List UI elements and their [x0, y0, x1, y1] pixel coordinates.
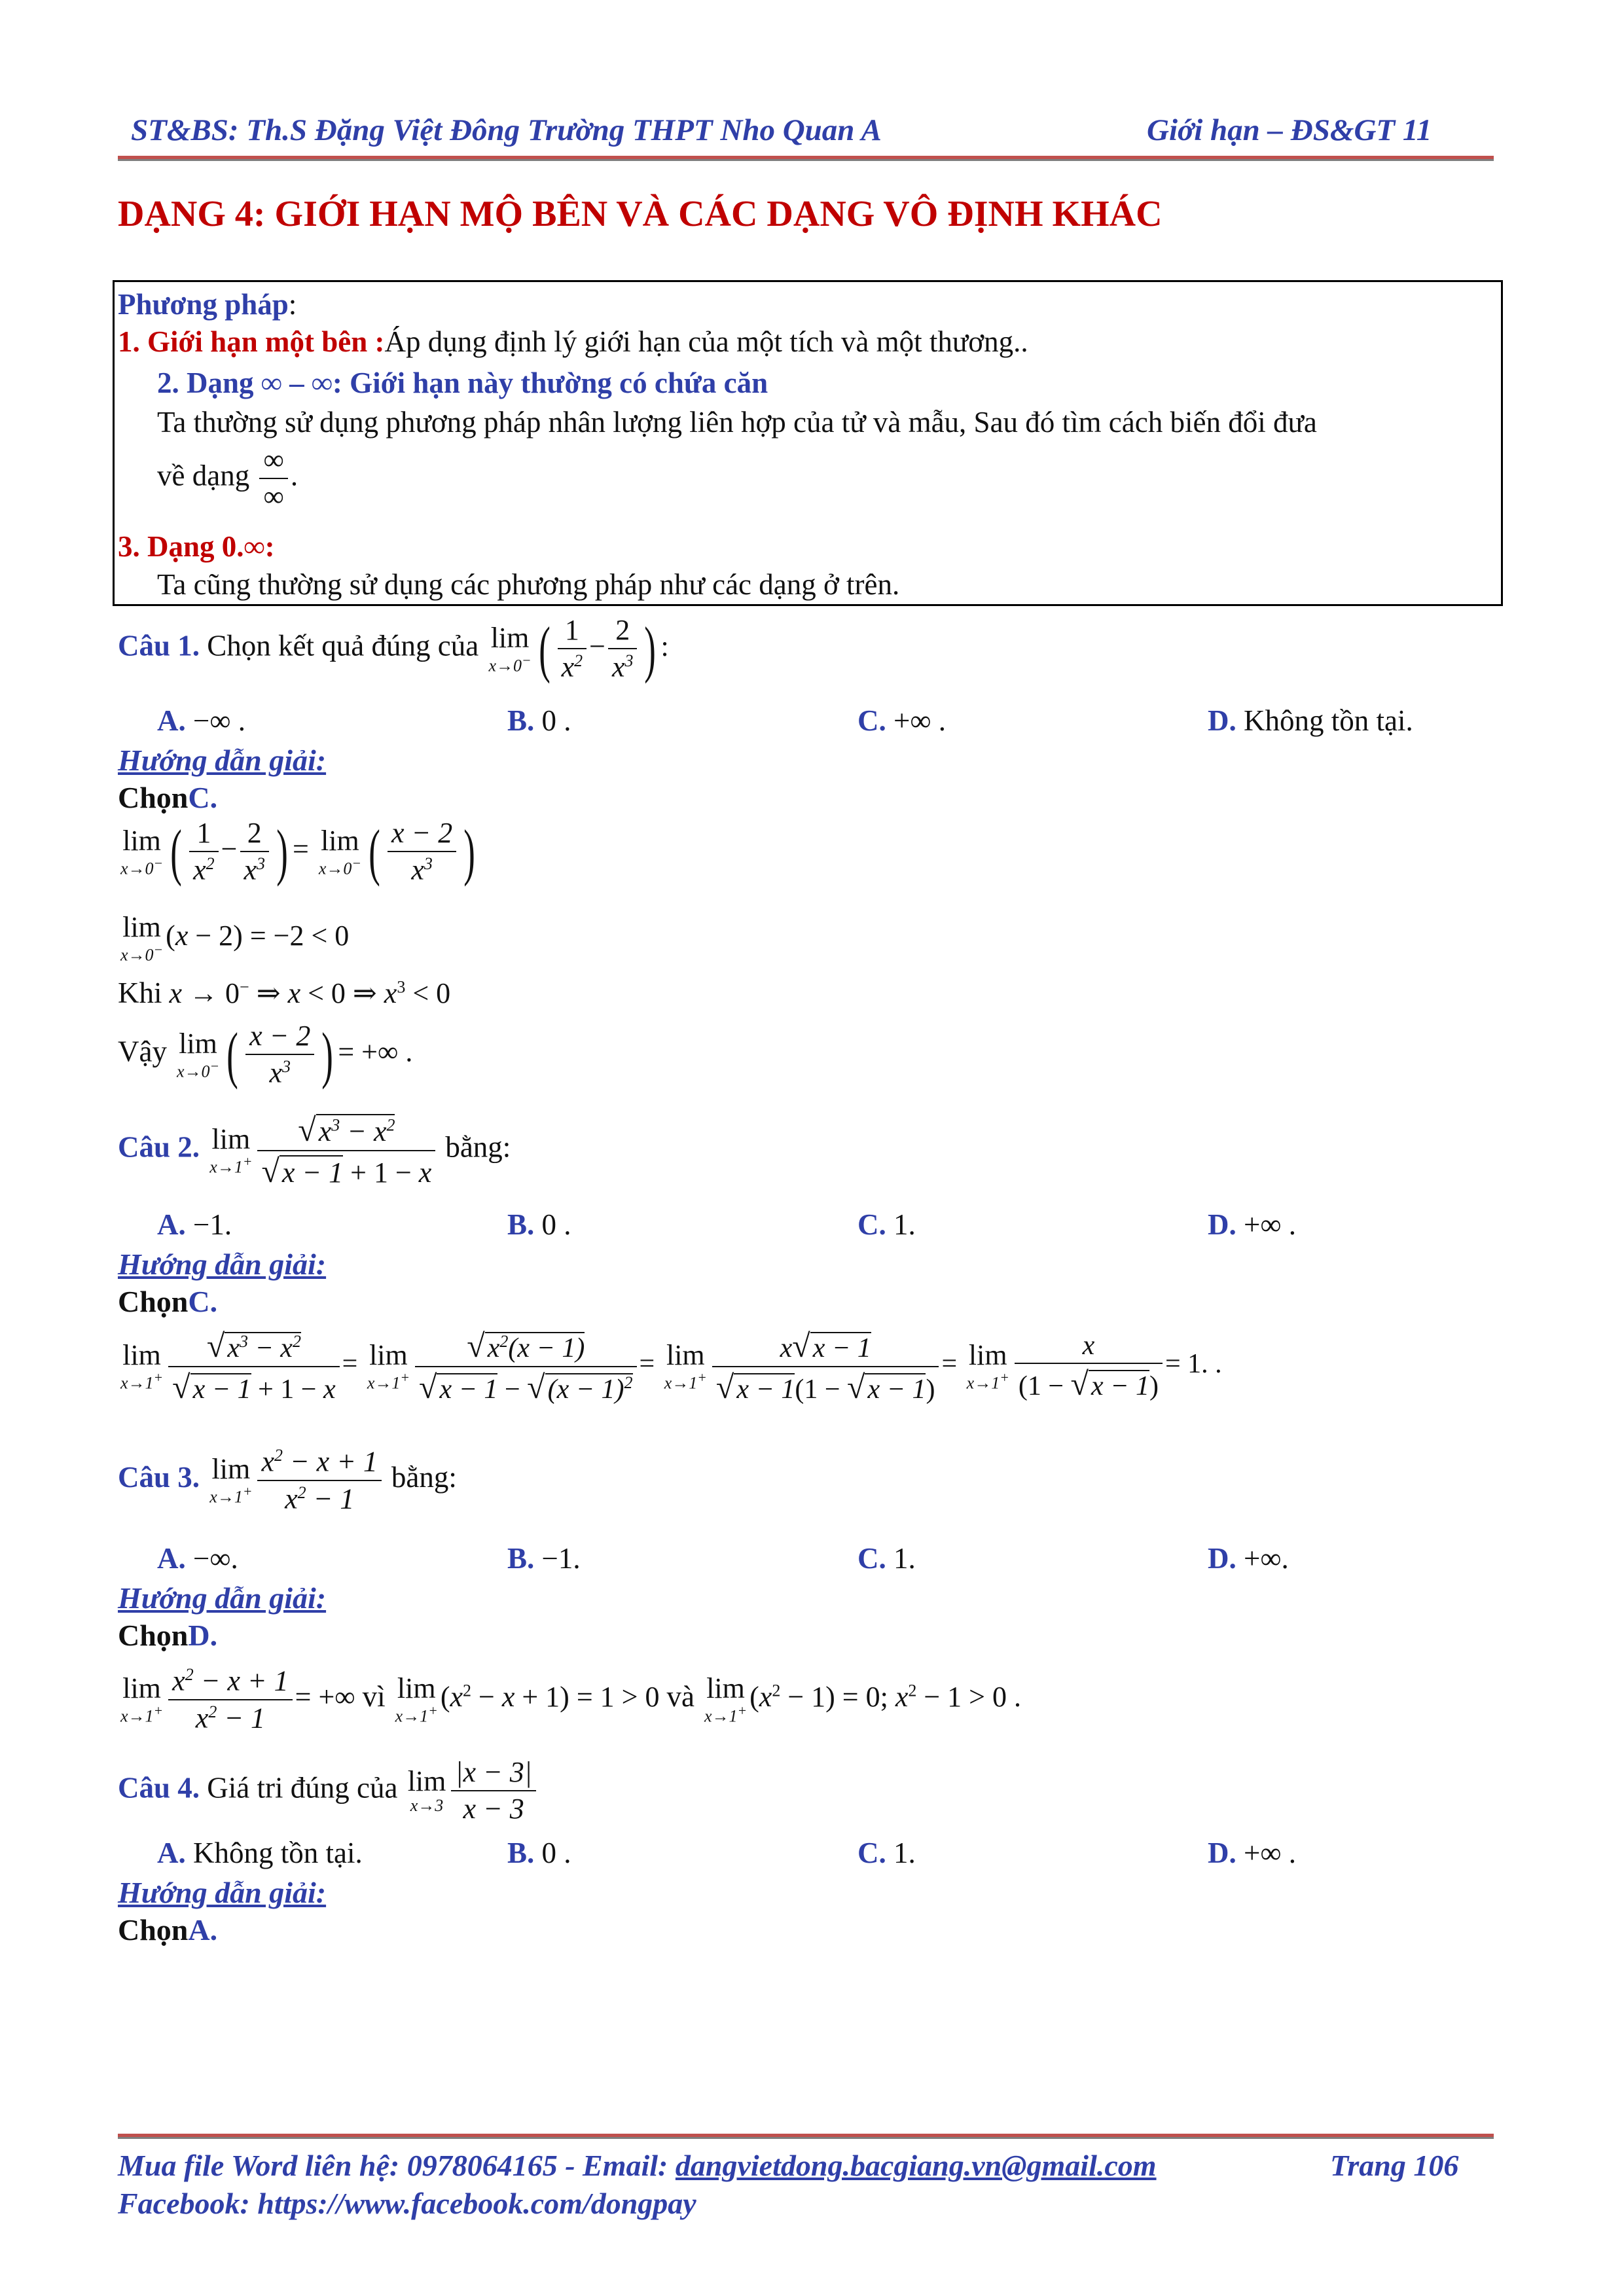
q4-option-a[interactable]: A. Không tồn tại.: [157, 1837, 363, 1869]
question-3: Câu 3. lim x→1+ $\frac{x^2 - x + 1}{x^2 - 1}$ bằng:: [118, 1445, 457, 1515]
header-rule: [118, 156, 1494, 161]
question-1: Câu 1. Chọn kết quả đúng của lim x→0− ( $\frac{1}{x^2}$ − $\frac{2}{x^3}$ ) :: [118, 613, 669, 684]
method-item-3-label: 3. Dạng 0.∞:: [118, 530, 275, 563]
q1-hint-label: Hướng dẫn giải:: [118, 744, 327, 777]
inf-over-inf: $\frac{\infty}{\infty}$: [259, 445, 287, 512]
q1-option-c[interactable]: C. +∞ .: [857, 704, 946, 737]
q2-option-d[interactable]: D. +∞ .: [1208, 1208, 1296, 1241]
q3-option-b[interactable]: B. −1.: [507, 1542, 581, 1575]
method-item-2-label: 2. Dạng ∞ – ∞: Giới hạn này thường có chứa căn: [157, 367, 768, 399]
q1-option-a[interactable]: A. −∞ .: [157, 704, 245, 737]
q3-hint-label: Hướng dẫn giải:: [118, 1581, 327, 1615]
method-item-2-form: về dạng $\frac{\infty}{\infty}$ .: [157, 444, 298, 513]
q2-solution: lim x→1+ $\frac{√x^3 - x^2}{√x - 1 + 1 - x}$ = lim x→1+ $\frac{√x^2(x - 1)}{√x - 1 - √(x - 1)^2}$ = lim x→1+ $\frac{x√x - 1}{√x - 1(1 - √x - 1)}$ = lim x→1+ $\frac{x}{(1 - √x - 1)}$ = 1. .: [120, 1327, 1222, 1405]
q1-answer: ChọnC.: [118, 781, 218, 814]
q2-option-a[interactable]: A. −1.: [157, 1208, 232, 1241]
method-item-2-text: Ta thường sử dụng phương pháp nhân lượng liên hợp của tử và mẫu, Sau đó tìm cách biến đổi đưa: [157, 406, 1317, 439]
q4-option-b[interactable]: B. 0 .: [507, 1837, 571, 1869]
section-title: DẠNG 4: GIỚI HẠN MỘ BÊN VÀ CÁC DẠNG VÔ ĐỊNH KHÁC: [118, 194, 1163, 234]
q1-solution-line-1: lim x→0− ( $\frac{1}{x^2}$ − $\frac{2}{x^3}$ ) = lim x→0− ( $\frac{x - 2}{x^3}$ ): [120, 816, 475, 887]
q2-option-b[interactable]: B. 0 .: [507, 1208, 571, 1241]
q4-hint-label: Hướng dẫn giải:: [118, 1876, 327, 1909]
q2-hint-label: Hướng dẫn giải:: [118, 1247, 327, 1281]
page-number: Trang 106: [1330, 2149, 1459, 2182]
q1-option-b[interactable]: B. 0 .: [507, 704, 571, 737]
q4-answer: ChọnA.: [118, 1913, 218, 1946]
q2-option-c[interactable]: C. 1.: [857, 1208, 916, 1241]
question-2: Câu 2. lim x→1+ $\frac{√x^3 - x^2}{√x - 1 + 1 - x}$ bằng:: [118, 1111, 511, 1189]
q3-option-c[interactable]: C. 1.: [857, 1542, 916, 1575]
method-heading: Phương pháp:: [118, 288, 297, 321]
q3-option-a[interactable]: A. −∞.: [157, 1542, 238, 1575]
header-left: ST&BS: Th.S Đặng Việt Đông Trường THPT Nho Quan A: [131, 113, 882, 147]
footer-email-link[interactable]: dangvietdong.bacgiang.vn@gmail.com: [675, 2149, 1157, 2182]
method-item-1: 1. Giới hạn một bên :Áp dụng định lý giới hạn của một tích và một thương..: [118, 325, 1028, 358]
q1-solution-line-3: Khi x → 0− ⇒ x < 0 ⇒ $x^3 < 0$: [118, 977, 451, 1009]
q4-option-d[interactable]: D. +∞ .: [1208, 1837, 1296, 1869]
q3-answer: ChọnD.: [118, 1619, 218, 1652]
q4-option-c[interactable]: C. 1.: [857, 1837, 916, 1869]
footer-facebook[interactable]: Facebook: https://www.facebook.com/dongpay: [118, 2187, 696, 2220]
header-right: Giới hạn – ĐS&GT 11: [1147, 113, 1432, 147]
footer-rule: [118, 2134, 1494, 2139]
footer-contact: Mua file Word liên hệ: 0978064165 - Email: dangvietdong.bacgiang.vn@gmail.com: [118, 2149, 1157, 2182]
q3-solution: lim x→1+ $\frac{x^2 - x + 1}{x^2 - 1}$ = +∞ vì lim x→1+ $(x^2 - x + 1) = 1 > 0$ và lim x→1+ $(x^2 - 1) = 0$; $x^2 - 1 > 0$ .: [120, 1664, 1021, 1734]
question-4: Câu 4. Giá tri đúng của lim x→3 $\frac{|x - 3|}{x - 3}$: [118, 1757, 539, 1824]
q3-option-d[interactable]: D. +∞.: [1208, 1542, 1289, 1575]
method-item-3-text: Ta cũng thường sử dụng các phương pháp như các dạng ở trên.: [157, 568, 900, 601]
q1-option-d[interactable]: D. Không tồn tại.: [1208, 704, 1413, 737]
q2-answer: ChọnC.: [118, 1285, 218, 1318]
q1-solution-line-4: Vậy lim x→0− ( $\frac{x - 2}{x^3}$ ) = +∞ .: [118, 1019, 413, 1090]
q1-solution-line-2: lim x→0− (x − 2) = −2 < 0: [120, 911, 350, 965]
